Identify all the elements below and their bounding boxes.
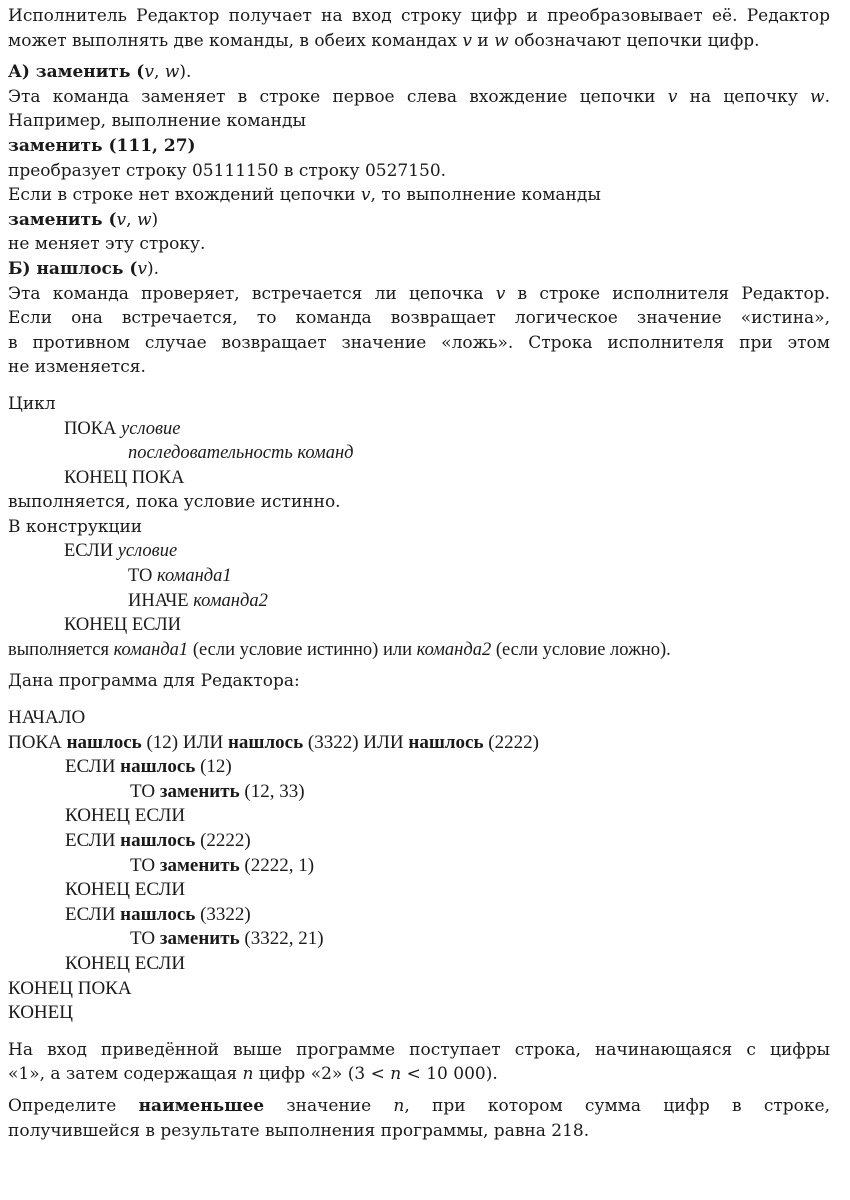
- program-end: КОНЕЦ: [8, 1002, 73, 1024]
- command-a-example-result: преобразует строку 05111150 в строку 0527150.: [8, 160, 447, 181]
- command-a-example: заменить (111, 27): [8, 135, 196, 156]
- command-b-desc-1: Эта команда проверяет, встречается ли цепочка v в строке исполнителя Редактор.: [8, 283, 831, 304]
- intro-line-1: [8, 4, 830, 29]
- command-b-desc-4: не изменяется.: [8, 357, 146, 378]
- program-endif-2: КОНЕЦ ЕСЛИ: [65, 879, 186, 901]
- loop-note: выполняется, пока условие истинно.: [8, 492, 341, 513]
- command-a-nochange: не меняет эту строку.: [8, 234, 206, 255]
- var-v: v: [462, 30, 472, 51]
- intro-text: Исполнитель Редактор получает на вход строку цифр и преобразовывает её. Редактор: [8, 6, 830, 26]
- program-then-3322: ТО заменить (3322, 21): [130, 928, 324, 950]
- command-a-none: Если в строке нет вхождений цепочки v, то выполнение команды: [8, 185, 601, 206]
- program-intro: Дана программа для Редактора:: [8, 671, 300, 692]
- branch-note: выполняется команда1 (если условие истинно) или команда2 (если условие ложно).: [8, 639, 671, 660]
- program-endif-1: КОНЕЦ ЕСЛИ: [65, 805, 186, 827]
- task-p1-line-2: «1», а затем содержащая n цифр «2» (3 < n < 10 000).: [8, 1064, 498, 1085]
- task-p2-line-2: получившейся в результате выполнения программы, равна 218.: [8, 1120, 590, 1141]
- task-p2-line-1: Определите наименьшее значение n, при котором сумма цифр в строке,: [8, 1095, 830, 1116]
- loop-header: ПОКА условие: [64, 418, 181, 439]
- branch-then: ТО команда1: [128, 566, 232, 587]
- program-end-while: КОНЕЦ ПОКА: [8, 977, 132, 999]
- command-a-desc: Эта команда заменяет в строке первое слева вхождение цепочки v на цепочку w.: [8, 86, 830, 107]
- command-a-example-intro: Например, выполнение команды: [8, 111, 307, 132]
- branch-else: ИНАЧЕ команда2: [128, 590, 268, 611]
- loop-body: последовательность команд: [128, 443, 354, 464]
- branch-title: В конструкции: [8, 516, 143, 537]
- var-w: w: [494, 30, 509, 51]
- loop-title: Цикл: [8, 393, 56, 414]
- program-then-12: ТО заменить (12, 33): [130, 780, 305, 802]
- command-b-desc-2: Если она встречается, то команда возвращает логическое значение «истина»,: [8, 308, 830, 329]
- intro-line-2: может выполнять две команды, в обеих командах v и w обозначают цепочки цифр.: [8, 30, 760, 51]
- program-if-2222: ЕСЛИ нашлось (2222): [65, 830, 251, 851]
- branch-if: ЕСЛИ условие: [64, 541, 178, 562]
- command-a-repeat: заменить (v, w): [8, 209, 159, 230]
- program-then-2222: ТО заменить (2222, 1): [130, 854, 315, 876]
- command-a-heading: А) заменить (v, w).: [8, 62, 192, 83]
- task-p1-line-1: На вход приведённой выше программе поступает строка, начинающаяся с цифры: [8, 1039, 830, 1060]
- program-if-3322: ЕСЛИ нашлось (3322): [65, 903, 251, 925]
- program-while: ПОКА нашлось (12) ИЛИ нашлось (3322) ИЛИ нашлось (2222): [8, 731, 539, 753]
- loop-end: КОНЕЦ ПОКА: [64, 467, 185, 488]
- command-b-desc-3: в противном случае возвращает значение «ложь». Строка исполнителя при этом: [8, 332, 830, 353]
- program-if-12: ЕСЛИ нашлось (12): [65, 756, 232, 778]
- program-begin: НАЧАЛО: [8, 707, 86, 729]
- command-b-heading: Б) нашлось (v).: [8, 258, 160, 279]
- branch-end: КОНЕЦ ЕСЛИ: [64, 615, 181, 636]
- program-endif-3: КОНЕЦ ЕСЛИ: [65, 952, 186, 974]
